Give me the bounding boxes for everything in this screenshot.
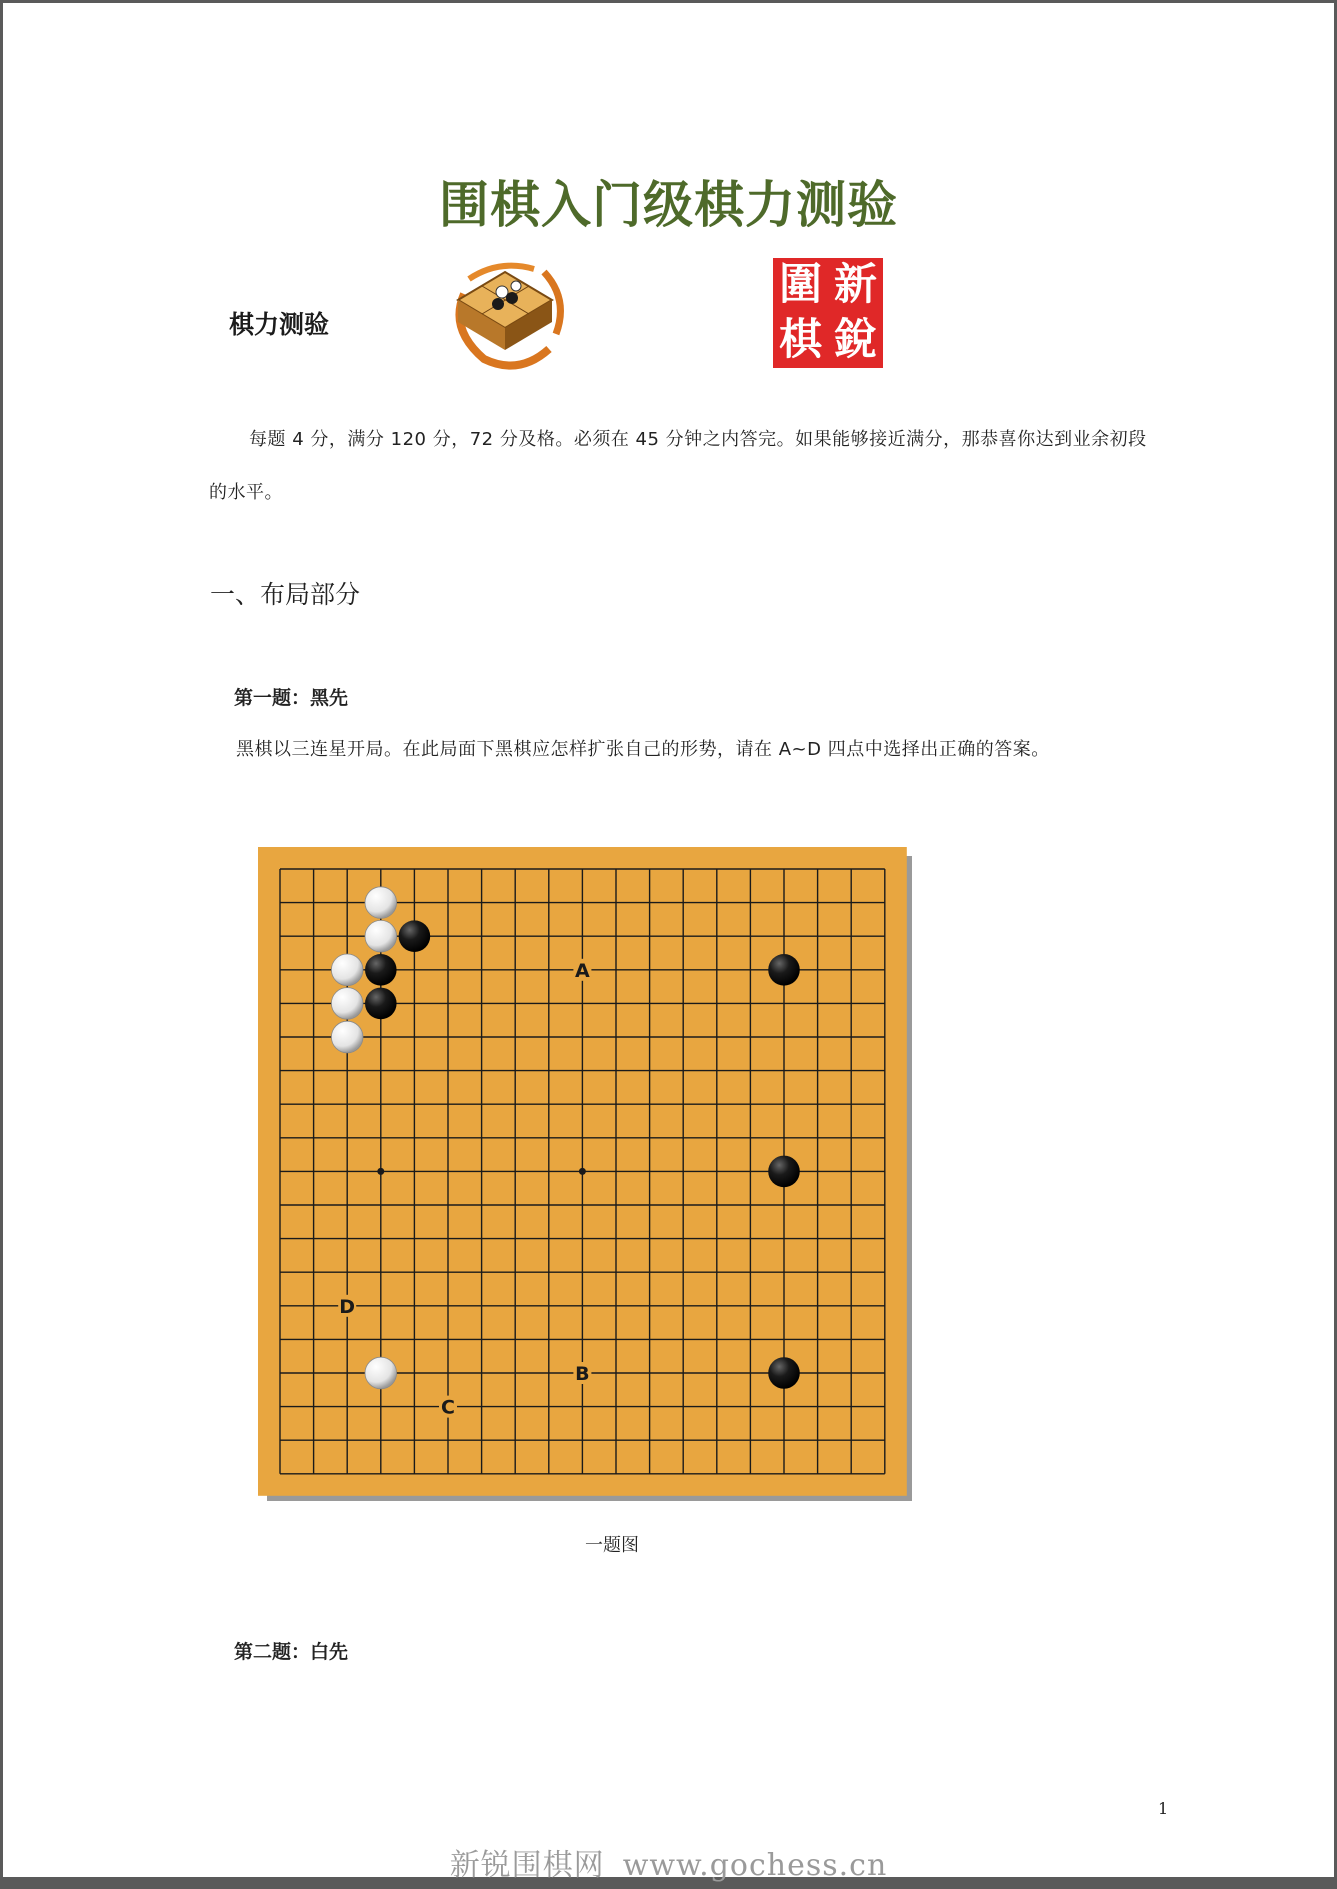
page-number: 1 <box>1158 1799 1169 1818</box>
white-stone <box>365 1357 397 1389</box>
figure-caption: 一题图 <box>585 1535 639 1556</box>
question-1-title: 第一题：黑先 <box>234 687 349 709</box>
go-board-diagram <box>258 847 908 1497</box>
black-stone <box>768 954 800 986</box>
footer-site: 新锐围棋网 <box>449 1848 605 1883</box>
black-stone <box>768 1156 800 1188</box>
footer-watermark <box>0 1840 1337 1884</box>
seal-char: 銳 <box>834 315 877 365</box>
point-label-c: C <box>441 1396 455 1419</box>
question-2-title: 第二题：白先 <box>234 1641 349 1663</box>
black-stone <box>399 920 431 952</box>
seal-char: 新 <box>834 260 877 310</box>
black-stone <box>365 988 397 1020</box>
point-label-b: B <box>575 1363 590 1385</box>
intro-paragraph: 每题 4 分，满分 120 分，72 分及格。必须在 45 分钟之内答完。如果能够接近满分，那恭喜你达到业余初段的水平。 <box>209 429 1147 503</box>
white-stone <box>331 1021 363 1053</box>
white-stone <box>331 954 363 986</box>
question-1-text: 黑棋以三连星开局。在此局面下黑棋应怎样扩张自己的形势，请在 A~D 四点中选择出正确的答案。 <box>236 739 1050 760</box>
white-stone <box>331 988 363 1020</box>
black-stone <box>768 1357 800 1389</box>
subtitle: 棋力测验 <box>229 310 330 339</box>
seal-char: 圍 <box>779 260 822 310</box>
seal-char: 棋 <box>779 315 822 365</box>
document-page <box>3 3 1334 1877</box>
point-label-a: A <box>575 959 590 982</box>
star-point <box>377 1168 384 1175</box>
white-stone <box>365 887 397 919</box>
point-label-d: D <box>339 1295 356 1318</box>
page-title: 围棋入门级棋力测验 <box>439 175 898 234</box>
go-board-logo-icon <box>444 254 566 372</box>
section-heading: 一、布局部分 <box>210 580 361 609</box>
black-stone <box>365 954 397 986</box>
white-stone <box>365 920 397 952</box>
footer-url: www.gochess.cn <box>622 1848 888 1883</box>
seal-logo <box>773 258 883 368</box>
star-point <box>579 1168 586 1175</box>
